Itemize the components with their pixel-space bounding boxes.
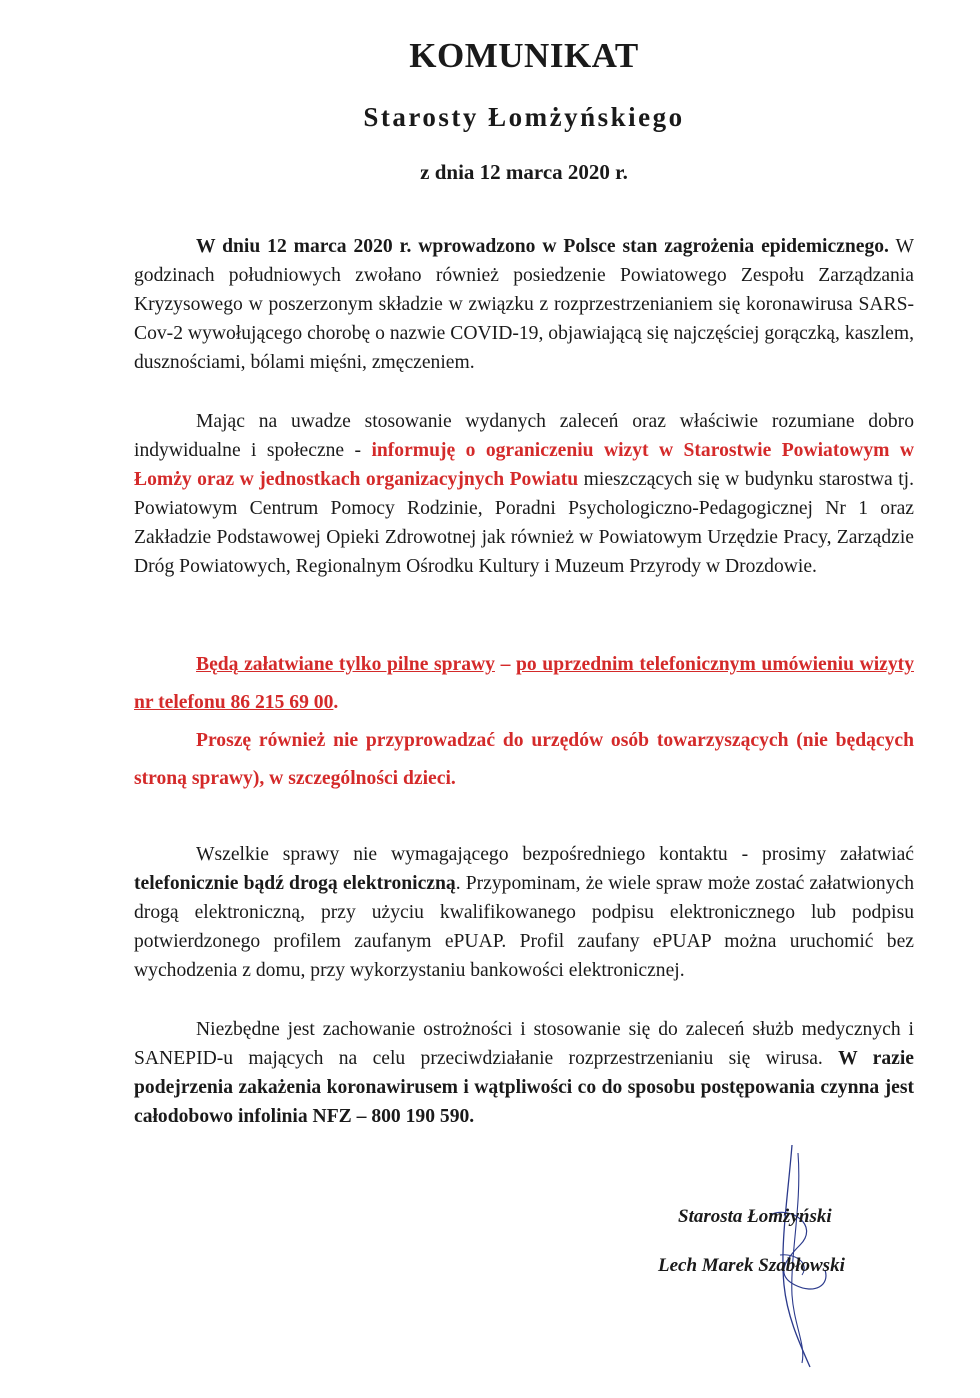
signature-name: Lech Marek Szabłowski xyxy=(658,1255,845,1276)
notice-companions-text: Proszę również nie przyprowadzać do urzędów osób towarzyszących (nie będących stroną sprawy), w szczególności dzieci. xyxy=(134,730,914,789)
paragraph-visits xyxy=(134,407,914,581)
paragraph-epidemic-text: W godzinach południowych zwołano również posiedzenie Powiatowego Zespołu Zarządzania Kryzysowego w poszerzonym składzie w związku z rozprzestrzenianiem się koronawirusa SARS-Cov-2 wywołującego chorobę o nazwie COVID-19, objawiającą się najczęściej gorączką, kaszlem, dusznościami, bólami mięśni, zmęczeniem. xyxy=(134,236,914,373)
document-subtitle: Starosty Łomżyńskiego xyxy=(363,102,685,132)
paragraph-hotline xyxy=(134,1015,914,1131)
document-title: KOMUNIKAT xyxy=(409,36,639,75)
paragraph-electronic-bold: telefonicznie bądź drogą elektroniczną xyxy=(134,873,456,894)
paragraph-epidemic xyxy=(134,232,914,377)
notice-urgent-part-a: Będą załatwiane tylko pilne sprawy xyxy=(196,654,495,675)
paragraph-hotline-bold: W razie podejrzenia zakażenia koronawirusem i wątpliwości co do sposobu postępowania czynna jest całodobowo infolinia NFZ – 800 190 590. xyxy=(134,1048,914,1127)
paragraph-electronic-text: . Przypominam, że wiele spraw może zostać załatwionych drogą elektroniczną, przy użyciu kwalifikowanego podpisu elektronicznego lub podpisu potwierdzonego profilem zaufanym ePUAP. Profil zaufany ePUAP można uruchomić bez wychodzenia z domu, przy wykorzystaniu bankowości elektronicznej. xyxy=(134,873,914,981)
notice-urgent-phone: po uprzednim telefonicznym umówieniu wizyty nr telefonu 86 215 69 00 xyxy=(134,654,914,713)
signature-role: Starosta Łomżyński xyxy=(678,1206,832,1227)
paragraph-electronic-intro: Wszelkie sprawy nie wymagającego bezpośredniego kontaktu - prosimy załatwiać xyxy=(196,844,914,865)
notice-urgent-end: . xyxy=(333,692,339,713)
paragraph-visits-highlight: informuję o ograniczeniu wizyt w Starostwie Powiatowym w Łomży oraz w jednostkach organizacyjnych Powiatu xyxy=(134,440,914,490)
document-date: z dnia 12 marca 2020 r. xyxy=(420,160,628,184)
notice-companions xyxy=(134,722,914,798)
paragraph-epidemic-lead: W dniu 12 marca 2020 r. wprowadzono w Polsce stan zagrożenia epidemicznego. xyxy=(196,236,889,257)
paragraph-visits-units: mieszczących się w budynku starostwa tj. Powiatowym Centrum Pomocy Rodzinie, Poradni Psychologiczno-Pedagogicznej Nr 1 oraz Zakładzie Podstawowej Opieki Zdrowotnej jak również w Powiatowym Urzędzie Pracy, Zarządzie Dróg Powiatowych, Regionalnym Ośrodku Kultury i Muzeum Przyrody w Drozdowie. xyxy=(134,469,914,577)
paragraph-visits-intro: Mając na uwadze stosowanie wydanych zaleceń oraz właściwie rozumiane dobro indywidualne i społeczne - xyxy=(134,411,914,461)
notice-urgent-dash: – xyxy=(494,654,516,675)
notice-urgent-matters xyxy=(134,646,914,722)
paragraph-hotline-text: Niezbędne jest zachowanie ostrożności i stosowanie się do zaleceń służb medycznych i SANEPID-u mających na celu przeciwdziałanie rozprzestrzenianiu się wirusa. xyxy=(134,1019,914,1069)
paragraph-electronic xyxy=(134,840,914,985)
